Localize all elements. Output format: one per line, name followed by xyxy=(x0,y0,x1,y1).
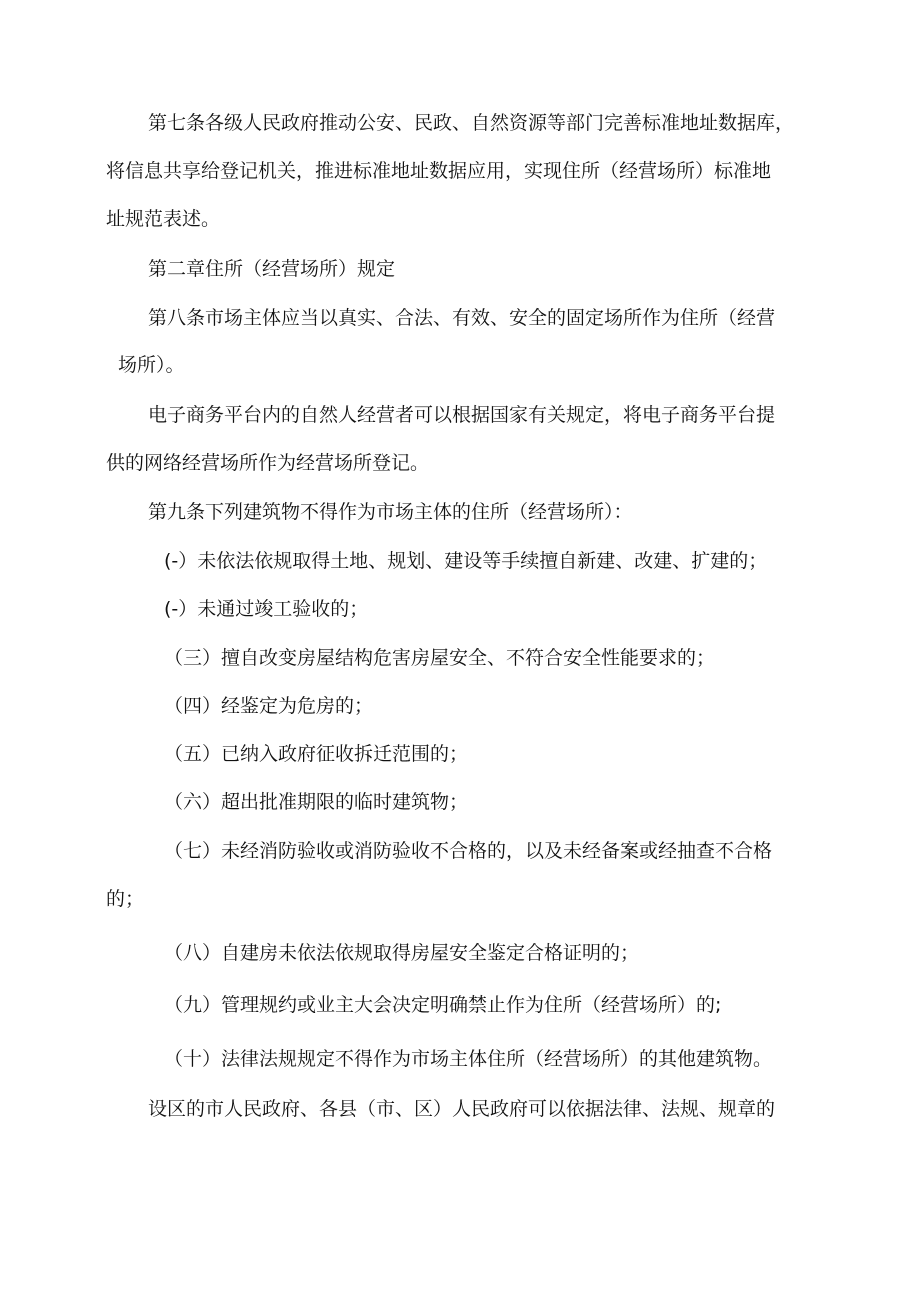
text-line-2: 将信息共享给登记机关，推进标准地址数据应用，实现住所（经营场所）标准地 xyxy=(106,160,772,182)
list-item-1: (-）未依法依规取得土地、规划、建设等手续擅自新建、改建、扩建的； xyxy=(164,550,768,572)
list-item-6: （六）超出批准期限的临时建筑物； xyxy=(164,791,469,813)
text-line-6: 场所）。 xyxy=(118,354,185,376)
text-line-8: 供的网络经营场所作为经营场所登记。 xyxy=(106,452,430,474)
list-item-7: （七）未经消防验收或消防验收不合格的，以及未经备案或经抽查不合格 xyxy=(164,840,773,862)
list-item-8: （八）自建房未依法依规取得房屋安全鉴定合格证明的； xyxy=(164,942,640,964)
text-line-9: 第九条下列建筑物不得作为市场主体的住所（经营场所）： xyxy=(148,501,633,523)
list-item-9: （九）管理规约或业主大会决定明确禁止作为住所（经营场所）的; xyxy=(164,994,722,1016)
list-item-7-cont: 的； xyxy=(106,888,145,910)
text-line-1: 第七条各级人民政府推动公安、民政、自然资源等部门完善标准地址数据库， xyxy=(148,112,795,134)
text-line-last: 设区的市人民政府、各县（市、区）人民政府可以依据法律、法规、规章的 xyxy=(148,1098,776,1120)
text-line-3: 址规范表述。 xyxy=(106,208,221,230)
list-item-5: （五）已纳入政府征收拆迁范围的； xyxy=(164,743,469,765)
list-item-3: （三）擅自改变房屋结构危害房屋安全、不符合安全性能要求的； xyxy=(164,647,716,669)
list-item-4: （四）经鉴定为危房的； xyxy=(164,695,374,717)
list-item-2: (-）未通过竣工验收的； xyxy=(164,598,369,620)
text-line-7: 电子商务平台内的自然人经营者可以根据国家有关规定，将电子商务平台提 xyxy=(148,404,776,426)
chapter-heading: 第二章住所（经营场所）规定 xyxy=(148,258,396,280)
text-line-5: 第八条市场主体应当以真实、合法、有效、安全的固定场所作为住所（经营 xyxy=(148,307,776,329)
list-item-10: （十）法律法规规定不得作为市场主体住所（经营场所）的其他建筑物。 xyxy=(164,1048,773,1070)
